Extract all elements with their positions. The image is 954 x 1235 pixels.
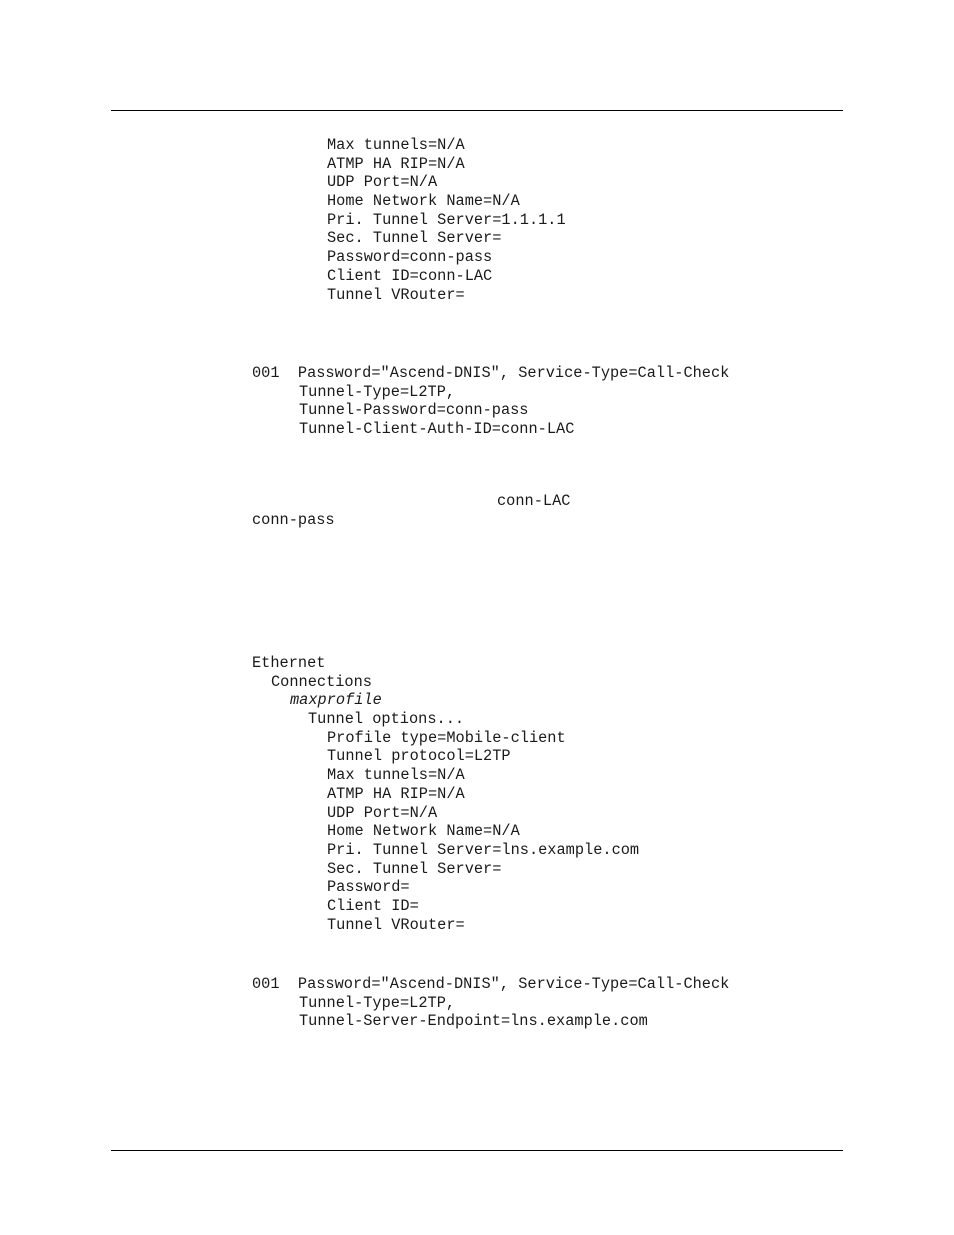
code-line: Pri. Tunnel Server=1.1.1.1: [327, 210, 566, 229]
code-line: Home Network Name=N/A: [327, 192, 520, 211]
radius-attribute-line: Tunnel-Type=L2TP,: [299, 382, 456, 401]
code-line: UDP Port=N/A: [327, 803, 438, 822]
code-line: Tunnel protocol=L2TP: [327, 747, 511, 766]
radius-profile-1-continuation: [299, 383, 574, 439]
code-line: Profile type=Mobile-client: [327, 728, 566, 747]
inline-code-fragment-1: [497, 492, 570, 511]
inline-code-conn-lac: conn-LAC: [497, 492, 571, 510]
code-line: Max tunnels=N/A: [327, 766, 465, 785]
menu-connections-wrap: [271, 673, 372, 692]
radius-profile-1: [252, 364, 729, 383]
code-line: Home Network Name=N/A: [327, 822, 520, 841]
radius-profile-2-continuation: [299, 994, 648, 1031]
code-line: Tunnel VRouter=: [327, 915, 465, 934]
header-rule: [111, 110, 843, 111]
code-line: Sec. Tunnel Server=: [327, 229, 502, 248]
code-line: Password=: [327, 878, 410, 897]
inline-code-conn-pass: conn-pass: [252, 510, 335, 529]
code-line: UDP Port=N/A: [327, 173, 438, 192]
inline-code-fragment-2: [252, 511, 335, 530]
code-line: Pri. Tunnel Server=lns.example.com: [327, 840, 640, 859]
menu-connections: Connections: [271, 672, 372, 691]
code-line: Password=conn-pass: [327, 248, 493, 267]
radius-first-line: 001 Password="Ascend-DNIS", Service-Type=Call-Check: [252, 975, 730, 993]
code-line: Sec. Tunnel Server=: [327, 859, 502, 878]
radius-attribute-line: Tunnel-Client-Auth-ID=conn-LAC: [299, 420, 575, 439]
tunnel-options-block-2: [327, 729, 639, 935]
menu-path: [252, 654, 325, 673]
radius-attribute-line: Tunnel-Password=conn-pass: [299, 401, 529, 420]
radius-first-line: 001 Password="Ascend-DNIS", Service-Type=Call-Check: [252, 364, 730, 382]
code-line: Client ID=conn-LAC: [327, 266, 493, 285]
code-line: ATMP HA RIP=N/A: [327, 154, 465, 173]
menu-tunnel-options: Tunnel options...: [308, 710, 465, 729]
code-line: Tunnel VRouter=: [327, 285, 465, 304]
radius-profile-2: [252, 975, 729, 994]
radius-attribute-line: Tunnel-Server-Endpoint=lns.example.com: [299, 1012, 648, 1031]
menu-profile-wrap: [290, 691, 382, 710]
radius-attribute-line: Tunnel-Type=L2TP,: [299, 993, 456, 1012]
menu-profile-name: maxprofile: [290, 691, 382, 710]
code-line: Client ID=: [327, 896, 419, 915]
code-line: Max tunnels=N/A: [327, 136, 465, 154]
menu-tunnel-options-wrap: [308, 710, 464, 729]
code-line: ATMP HA RIP=N/A: [327, 784, 465, 803]
menu-ethernet: Ethernet: [252, 654, 326, 672]
footer-rule: [111, 1150, 843, 1151]
tunnel-options-block-1: [327, 136, 566, 304]
